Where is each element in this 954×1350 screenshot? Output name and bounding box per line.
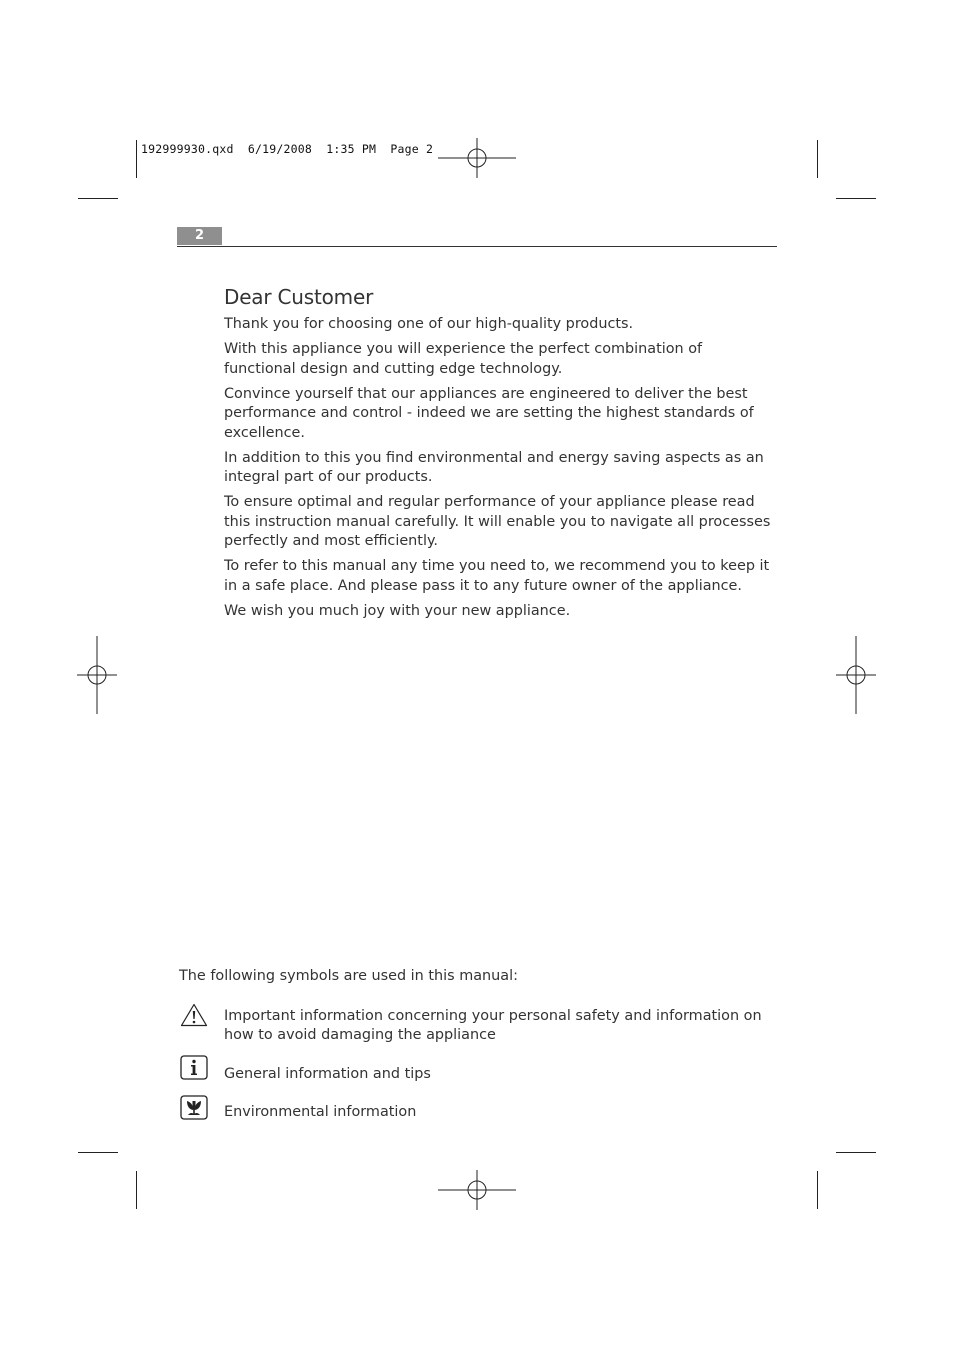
symbol-description: Environmental information — [224, 1104, 417, 1120]
registration-mark-bottom — [437, 1170, 517, 1210]
intro-text — [224, 315, 776, 627]
registration-mark-top — [437, 138, 517, 178]
paragraph: Convince yourself that our appliances are engineered to deliver the best performance and control - indeed we are setting the highest standards of excellence. — [224, 385, 754, 441]
environment-icon — [180, 1095, 208, 1121]
print-slug: 192999930.qxd 6/19/2008 1:35 PM Page 2 — [141, 142, 434, 156]
warning-triangle-icon — [180, 1003, 208, 1027]
registration-mark-right — [836, 636, 876, 714]
paragraph: Thank you for choosing one of our high-quality products. — [224, 316, 634, 332]
paragraph: To ensure optimal and regular performance of your appliance please read this instruction manual carefully. It will enable you to navigate all processes perfectly and most efficiently. — [224, 494, 771, 550]
page-title: Dear Customer — [224, 285, 374, 309]
registration-mark-left — [77, 636, 117, 714]
symbol-description: General information and tips — [224, 1066, 431, 1082]
paragraph: To refer to this manual any time you need to, we recommend you to keep it in a safe place. And please pass it to any future owner of the appliance. — [224, 558, 770, 594]
info-icon — [180, 1055, 208, 1081]
symbol-description: Important information concerning your personal safety and information on how to avoid damaging the appliance — [224, 1008, 762, 1044]
paragraph: With this appliance you will experience the perfect combination of functional design and cutting edge technology. — [224, 341, 703, 377]
symbols-intro: The following symbols are used in this manual: — [179, 968, 518, 984]
page-number: 2 — [177, 227, 222, 245]
header-rule — [177, 246, 777, 247]
paragraph: In addition to this you find environmental and energy saving aspects as an integral part of our products. — [224, 449, 764, 486]
paragraph: We wish you much joy with your new appliance. — [224, 603, 571, 620]
